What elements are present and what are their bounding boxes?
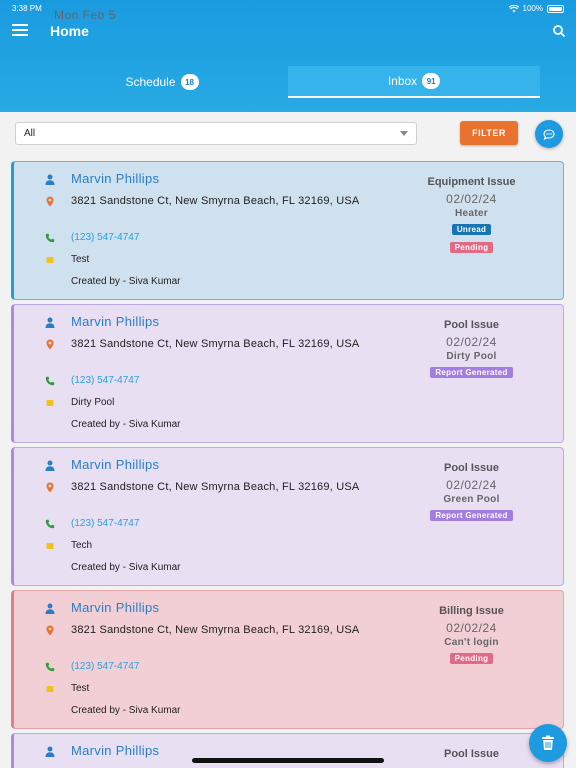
note-icon	[44, 540, 56, 552]
status-date: Mon Feb 5	[54, 8, 116, 22]
person-icon	[44, 745, 56, 757]
chat-icon	[543, 129, 555, 140]
issue-summary	[414, 462, 529, 523]
customer-name[interactable]: Marvin Phillips	[71, 457, 160, 472]
filter-button[interactable]: FILTER	[460, 121, 518, 145]
issue-type: Equipment Issue	[427, 176, 516, 188]
status-time: 3:38 PM	[12, 4, 42, 13]
phone-link[interactable]: (123) 547-4747	[71, 232, 140, 243]
issue-type: Pool Issue	[443, 748, 500, 760]
phone-link[interactable]: (123) 547-4747	[71, 375, 140, 386]
issue-summary	[414, 605, 529, 666]
issue-type: Pool Issue	[443, 319, 500, 331]
status-badge: Unread	[452, 224, 491, 235]
phone-link[interactable]: (123) 547-4747	[71, 518, 140, 529]
inbox-card[interactable]	[11, 161, 564, 300]
location-pin-icon	[44, 338, 56, 350]
note-text: Dirty Pool	[71, 397, 115, 408]
tab-schedule[interactable]	[36, 66, 288, 98]
tab-schedule-count: 18	[181, 74, 199, 90]
created-by: Created by - Siva Kumar	[71, 419, 181, 430]
status-badge: Report Generated	[430, 367, 512, 378]
tab-inbox-count: 91	[422, 73, 440, 89]
delete-button[interactable]	[529, 724, 567, 762]
location-pin-icon	[44, 481, 56, 493]
status-badge: Pending	[450, 242, 494, 253]
issue-subtype: Heater	[455, 208, 488, 219]
note-text: Test	[71, 683, 90, 694]
status-badge: Pending	[450, 653, 494, 664]
menu-icon[interactable]	[12, 24, 28, 38]
customer-name[interactable]: Marvin Phillips	[71, 314, 160, 329]
location-pin-icon	[44, 624, 56, 636]
inbox-card[interactable]	[11, 304, 564, 443]
issue-summary	[414, 319, 529, 380]
issue-date: 02/02/24	[446, 478, 497, 492]
filter-selected: All	[24, 128, 36, 139]
person-icon	[44, 459, 56, 471]
filter-dropdown[interactable]	[15, 122, 417, 145]
phone-icon	[44, 375, 56, 387]
chat-button[interactable]	[535, 120, 563, 148]
status-right	[509, 4, 564, 13]
customer-name[interactable]: Marvin Phillips	[71, 743, 160, 758]
home-indicator	[192, 758, 384, 763]
issue-date: 02/02/24	[446, 335, 497, 349]
person-icon	[44, 316, 56, 328]
tab-schedule-label: Schedule	[125, 75, 176, 89]
filter-bar	[0, 112, 576, 154]
customer-address: 3821 Sandstone Ct, New Smyrna Beach, FL 32169, USA	[71, 195, 360, 207]
created-by: Created by - Siva Kumar	[71, 705, 181, 716]
search-icon[interactable]	[552, 24, 566, 38]
chevron-down-icon	[400, 131, 408, 136]
issue-subtype: Can't login	[444, 637, 499, 648]
note-text: Test	[71, 254, 90, 265]
app-header	[0, 0, 576, 112]
note-icon	[44, 397, 56, 409]
customer-name[interactable]: Marvin Phillips	[71, 171, 160, 186]
person-icon	[44, 173, 56, 185]
customer-address: 3821 Sandstone Ct, New Smyrna Beach, FL 32169, USA	[71, 624, 360, 636]
trash-icon	[541, 735, 555, 751]
phone-icon	[44, 518, 56, 530]
phone-icon	[44, 232, 56, 244]
person-icon	[44, 602, 56, 614]
issue-date: 02/02/24	[446, 621, 497, 635]
issue-type: Billing Issue	[439, 605, 504, 617]
issue-date: 02/02/24	[446, 192, 497, 206]
tab-inbox-label: Inbox	[387, 74, 418, 88]
status-bar	[12, 4, 564, 22]
inbox-card[interactable]	[11, 447, 564, 586]
note-text: Tech	[71, 540, 93, 551]
phone-icon	[44, 661, 56, 673]
phone-link[interactable]: (123) 547-4747	[71, 661, 140, 672]
note-icon	[44, 254, 56, 266]
customer-name[interactable]: Marvin Phillips	[71, 600, 160, 615]
created-by: Created by - Siva Kumar	[71, 276, 181, 287]
battery-percent: 100%	[522, 4, 543, 13]
issue-subtype: Green Pool	[443, 494, 500, 505]
issue-summary	[414, 748, 529, 760]
customer-address: 3821 Sandstone Ct, New Smyrna Beach, FL 32169, USA	[71, 481, 360, 493]
customer-address: 3821 Sandstone Ct, New Smyrna Beach, FL 32169, USA	[71, 338, 360, 350]
location-pin-icon	[44, 195, 56, 207]
inbox-card[interactable]	[11, 590, 564, 729]
battery-icon	[547, 5, 564, 13]
tab-inbox[interactable]	[288, 66, 540, 98]
note-icon	[44, 683, 56, 695]
issue-subtype: Dirty Pool	[446, 351, 497, 362]
status-badge: Report Generated	[430, 510, 512, 521]
created-by: Created by - Siva Kumar	[71, 562, 181, 573]
issue-summary	[414, 176, 529, 255]
wifi-icon	[509, 5, 519, 13]
issue-type: Pool Issue	[443, 462, 500, 474]
page-title: Home	[50, 23, 89, 39]
